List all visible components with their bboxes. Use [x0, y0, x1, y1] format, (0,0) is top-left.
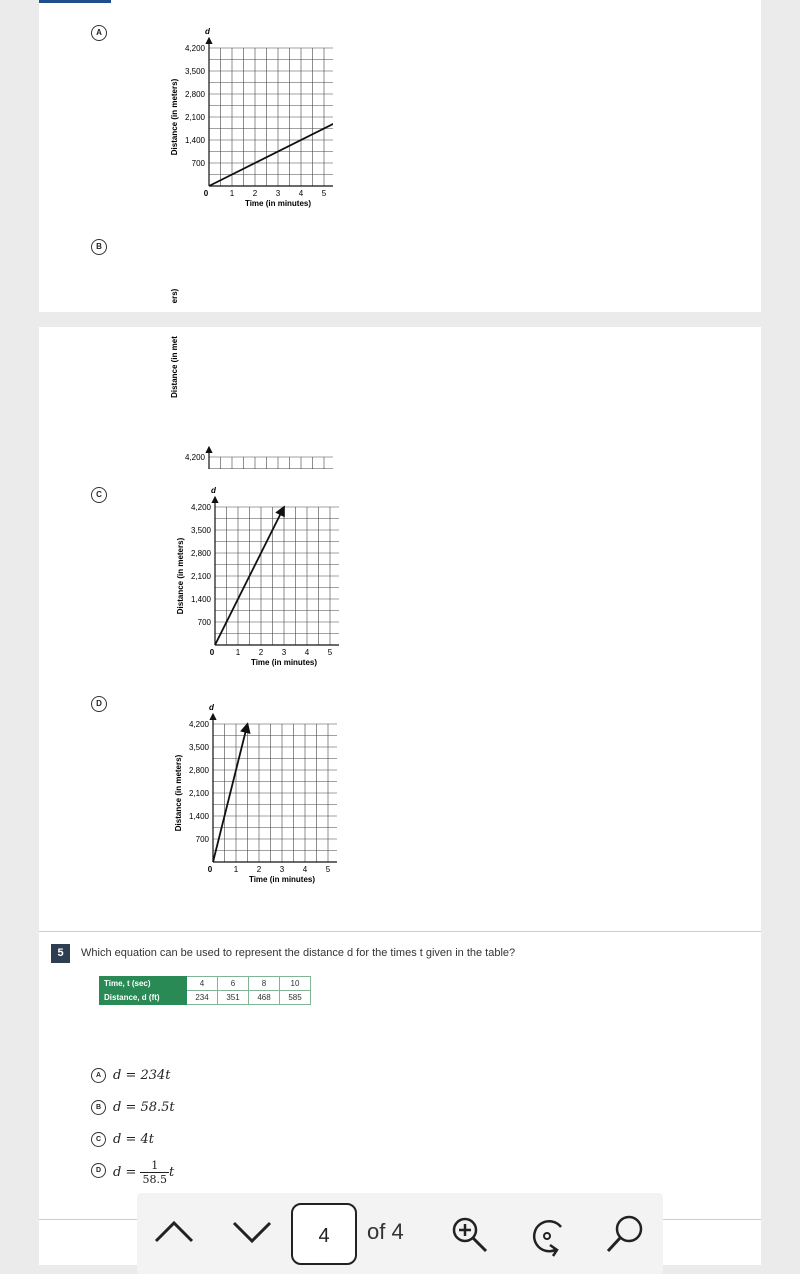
rotate-icon[interactable]	[527, 1213, 571, 1257]
x-tick-label: 5	[327, 648, 333, 657]
y-variable-label: d	[205, 28, 210, 36]
option-a-marker[interactable]: A	[91, 25, 107, 41]
question-divider	[39, 931, 761, 932]
document-page-2	[39, 327, 761, 1265]
question-number: 5	[51, 944, 70, 963]
x-tick-label: 1	[229, 189, 235, 198]
chevron-down-icon[interactable]	[231, 1217, 273, 1247]
document-page-1	[39, 0, 761, 312]
row-header-distance: Distance, d (ft)	[100, 991, 187, 1005]
answer-a-marker[interactable]: A	[91, 1068, 106, 1083]
fraction	[140, 1159, 169, 1186]
viewer-toolbar	[137, 1193, 663, 1274]
x-tick-label: 5	[321, 189, 327, 198]
y-axis-title: Distance (in meters)	[176, 537, 185, 615]
table-cell: 4	[187, 977, 218, 991]
table-row	[100, 977, 311, 991]
y-variable-label: d	[209, 704, 214, 712]
y-tick-label: 2,100	[184, 113, 205, 122]
y-tick-label: 700	[197, 618, 211, 627]
option-d-marker[interactable]: D	[91, 696, 107, 712]
y-tick-label: 1,400	[190, 595, 211, 604]
table-cell: 468	[249, 991, 280, 1005]
x-tick-label: 5	[325, 865, 331, 874]
search-icon[interactable]	[603, 1213, 647, 1257]
answer-c-equation: d = 4t	[113, 1132, 154, 1147]
question-text: Which equation can be used to represent the distance d for the times t given in the table?	[81, 947, 516, 959]
y-tick-label: 4,200	[190, 503, 211, 512]
graph-option-a	[123, 28, 333, 218]
table-cell: 10	[280, 977, 311, 991]
data-table	[99, 976, 311, 1005]
x-tick-label: 4	[304, 648, 310, 657]
zoom-in-icon[interactable]	[450, 1215, 490, 1255]
page-count-label: of 4	[367, 1219, 404, 1244]
equation-suffix: t	[168, 1165, 175, 1180]
x-tick-label: 4	[298, 189, 304, 198]
answer-a-equation: d = 234t	[113, 1068, 171, 1083]
page-accent-bar	[39, 0, 111, 3]
y-tick-label: 3,500	[184, 67, 205, 76]
x-tick-label: 0	[209, 648, 215, 657]
x-axis-title: Time (in minutes)	[248, 875, 316, 884]
x-tick-label: 2	[252, 189, 258, 198]
y-tick-label: 700	[195, 835, 209, 844]
y-axis-title: Distance (in meters)	[174, 754, 183, 832]
x-tick-label: 3	[281, 648, 287, 657]
graph-option-b-bottom	[123, 327, 333, 469]
chevron-up-icon[interactable]	[153, 1217, 195, 1247]
y-tick-label: 1,400	[184, 136, 205, 145]
y-tick-label: 2,800	[188, 766, 209, 775]
answer-d-marker[interactable]: D	[91, 1163, 106, 1178]
x-tick-label: 2	[258, 648, 264, 657]
y-axis-title: ers)	[170, 288, 179, 304]
option-c-marker[interactable]: C	[91, 487, 107, 503]
y-axis-title: Distance (in meters)	[170, 78, 179, 156]
x-tick-label: 4	[302, 865, 308, 874]
graph-option-b-top	[123, 252, 333, 312]
y-tick-label: 2,800	[190, 549, 211, 558]
table-cell: 234	[187, 991, 218, 1005]
x-tick-label: 1	[235, 648, 241, 657]
page-number-input[interactable]: 4	[291, 1203, 357, 1265]
graph-option-d	[127, 704, 337, 894]
answer-c-marker[interactable]: C	[91, 1132, 106, 1147]
equation-prefix: d =	[113, 1165, 141, 1180]
y-tick-label: 2,100	[188, 789, 209, 798]
table-row	[100, 991, 311, 1005]
row-header-time: Time, t (sec)	[100, 977, 187, 991]
fraction-numerator: 1	[140, 1159, 169, 1173]
answer-d-equation	[113, 1159, 174, 1186]
table-cell: 6	[218, 977, 249, 991]
data-line	[209, 457, 333, 469]
x-tick-label: 3	[275, 189, 281, 198]
y-tick-label: 4,200	[188, 720, 209, 729]
y-tick-label: 3,500	[188, 743, 209, 752]
y-tick-label: 4,200	[184, 44, 205, 53]
y-tick-label: 700	[191, 159, 205, 168]
fraction-denominator: 58.5	[142, 1173, 167, 1186]
y-axis-title: Distance (in met	[170, 336, 179, 398]
option-b-marker[interactable]: B	[91, 239, 107, 255]
table-cell: 585	[280, 991, 311, 1005]
answer-b-marker[interactable]: B	[91, 1100, 106, 1115]
y-tick-label: 2,800	[184, 90, 205, 99]
x-tick-label: 1	[233, 865, 239, 874]
y-variable-label: d	[211, 487, 216, 495]
y-tick-label: 1,400	[188, 812, 209, 821]
answer-b-equation: d = 58.5t	[113, 1100, 175, 1115]
y-tick-label: 3,500	[190, 526, 211, 535]
x-axis-title: Time (in minutes)	[250, 658, 318, 667]
graph-option-c	[129, 487, 339, 677]
x-axis-title: Time (in minutes)	[244, 199, 312, 208]
table-cell: 351	[218, 991, 249, 1005]
table-cell: 8	[249, 977, 280, 991]
x-tick-label: 0	[203, 189, 209, 198]
x-tick-label: 0	[207, 865, 213, 874]
y-tick-label: 4,200	[184, 453, 205, 462]
x-tick-label: 3	[279, 865, 285, 874]
y-tick-label: 2,100	[190, 572, 211, 581]
x-tick-label: 2	[256, 865, 262, 874]
